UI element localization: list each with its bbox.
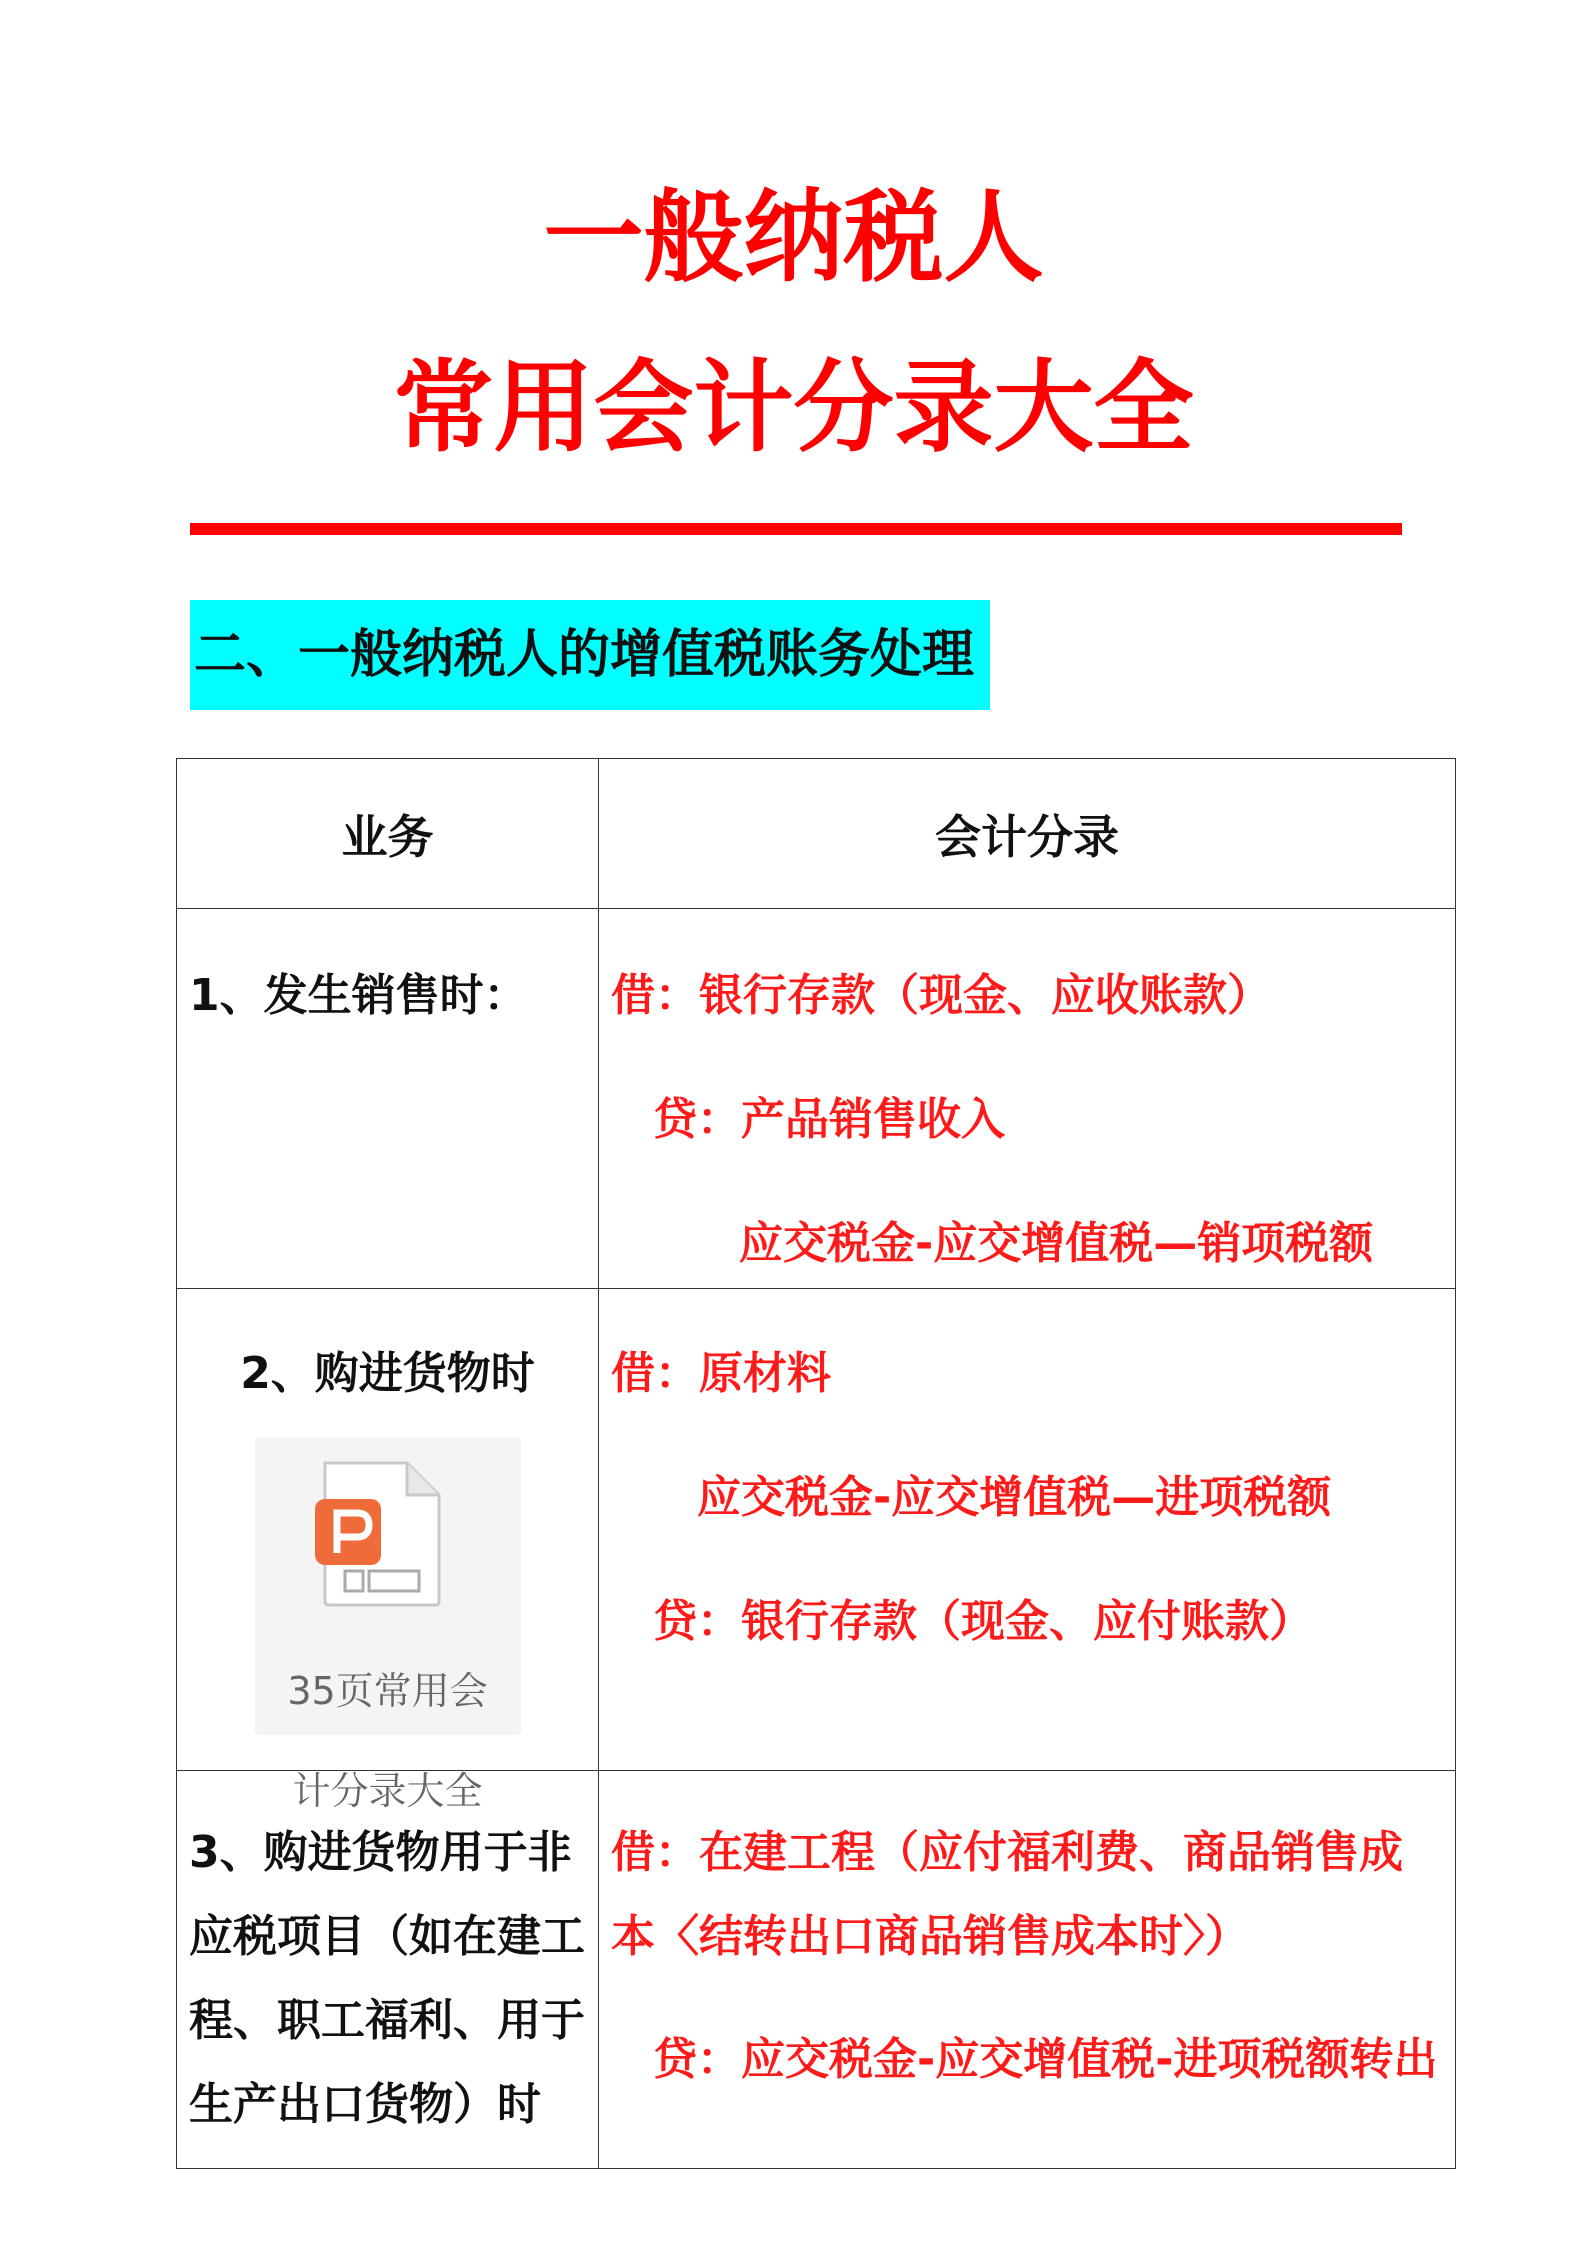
entry-cell: [599, 909, 1456, 1289]
business-cell: [177, 1289, 599, 1813]
file-caption-line1: 35页常用会: [287, 1669, 488, 1713]
journal-entries-table: [176, 758, 1456, 2169]
entry-cell: [599, 1771, 1456, 2169]
table-row: [177, 909, 1456, 1289]
entry-line: 应交税金-应交增值税—销项税额: [739, 1218, 1374, 1269]
section-heading: 二、一般纳税人的增值税账务处理: [190, 600, 990, 710]
file-caption: [255, 1617, 521, 1817]
entry-line: 贷：银行存款（现金、应付账款）: [653, 1596, 1313, 1647]
document-title-line1: 一般纳税人: [543, 179, 1044, 296]
business-cell: [177, 909, 599, 1289]
entry-cell: [599, 1289, 1456, 1771]
entry-line: 贷：应交税金-应交增值税-进项税额转出: [653, 2034, 1438, 2085]
title-divider: [190, 523, 1402, 535]
document-icon: [315, 1459, 445, 1609]
table-row: [177, 1289, 1456, 1771]
document-title-line2: 常用会计分录大全: [393, 349, 1194, 466]
entry-line: 贷：产品销售收入: [653, 1094, 1005, 1145]
business-text: 3、购进货物用于非应税项目（如在建工程、职工福利、用于生产出口货物）时: [189, 1827, 585, 2130]
business-text: 1、发生销售时：: [189, 970, 528, 1021]
business-text: 2、购进货物时: [240, 1348, 535, 1399]
entry-line: 借：原材料: [611, 1348, 831, 1399]
table-header-row: [177, 759, 1456, 909]
business-cell: [177, 1771, 599, 2169]
pdf-file-icon[interactable]: [255, 1437, 521, 1813]
entry-line: 借：在建工程（应付福利费、商品销售成本〈结转出口商品销售成本时〉）: [611, 1827, 1403, 1962]
entry-line: 应交税金-应交增值税—进项税额: [697, 1472, 1332, 1523]
table-row: [177, 1771, 1456, 2169]
header-business: 业务: [177, 759, 599, 909]
header-entry: 会计分录: [599, 759, 1456, 909]
file-caption-line2: 计分录大全: [292, 1769, 483, 1813]
entry-line: 借：银行存款（现金、应收账款）: [611, 970, 1271, 1021]
